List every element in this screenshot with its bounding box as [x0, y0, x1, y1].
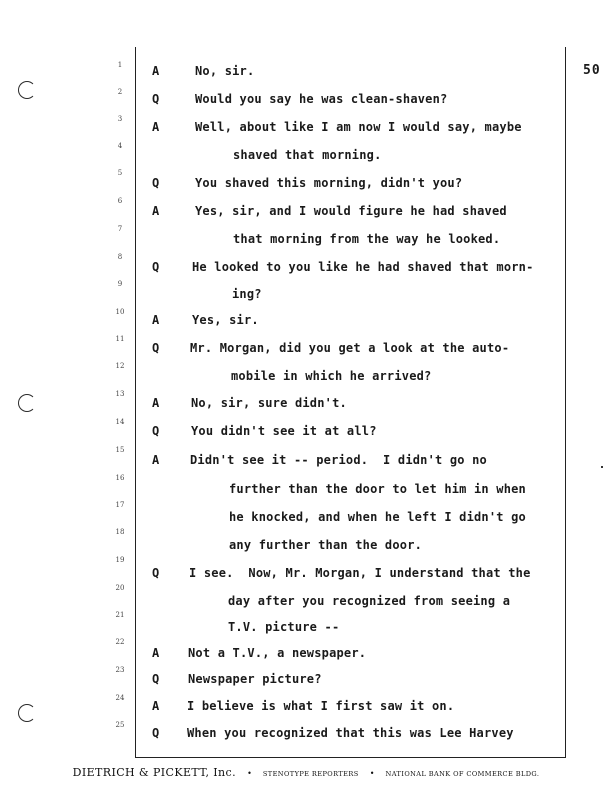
line-number: 4 — [117, 142, 123, 150]
line-number: 18 — [115, 528, 125, 536]
line-number: 21 — [115, 611, 125, 619]
binder-hole-bottom — [18, 704, 36, 722]
transcript-line: You shaved this morning, didn't you? — [195, 176, 463, 190]
transcript-line: Didn't see it -- period. I didn't go no — [190, 453, 487, 467]
line-number: 19 — [115, 556, 125, 564]
line-number: 14 — [115, 418, 125, 426]
line-number: 3 — [117, 115, 123, 123]
transcript-line: When you recognized that this was Lee Harvey — [187, 726, 514, 740]
transcript-line: T.V. picture -- — [228, 620, 340, 634]
transcript-line: any further than the door. — [229, 538, 423, 552]
transcript-line: Would you say he was clean-shaven? — [195, 92, 448, 106]
footer-address: NATIONAL BANK OF COMMERCE BLDG. — [385, 770, 540, 778]
footer-firm-name: DIETRICH & PICKETT, Inc. — [72, 766, 236, 779]
transcript-line: day after you recognized from seeing a — [228, 594, 511, 608]
line-number: 6 — [117, 197, 123, 205]
footer-separator: • — [369, 769, 375, 778]
speaker-label: Q — [152, 260, 160, 274]
speaker-label: A — [152, 120, 160, 134]
transcript-line: Well, about like I am now I would say, maybe — [195, 120, 522, 134]
line-number: 9 — [117, 280, 123, 288]
speaker-label: A — [152, 396, 160, 410]
speaker-label: A — [152, 646, 160, 660]
transcript-line: No, sir, sure didn't. — [191, 396, 347, 410]
line-number: 22 — [115, 638, 125, 646]
speaker-label: Q — [152, 341, 160, 355]
line-number: 25 — [115, 721, 125, 729]
transcript-line: further than the door to let him in when — [229, 482, 526, 496]
page-number: 50 — [583, 63, 601, 78]
line-number: 7 — [117, 225, 123, 233]
transcript-line: Not a T.V., a newspaper. — [188, 646, 367, 660]
speaker-label: A — [152, 453, 160, 467]
line-number: 16 — [115, 474, 125, 482]
binder-hole-middle — [18, 394, 36, 412]
speaker-label: A — [152, 204, 160, 218]
transcript-line: Newspaper picture? — [188, 672, 322, 686]
transcript-line: mobile in which he arrived? — [231, 369, 432, 383]
speaker-label: A — [152, 313, 160, 327]
line-number: 5 — [117, 169, 123, 177]
reporter-footer — [0, 761, 612, 780]
line-number: 8 — [117, 253, 123, 261]
transcript-line: Mr. Morgan, did you get a look at the auto- — [190, 341, 510, 355]
binder-hole-top — [18, 81, 36, 99]
line-number: 20 — [115, 584, 125, 592]
speaker-label: A — [152, 699, 160, 713]
line-number: 2 — [117, 88, 123, 96]
line-number: 23 — [115, 666, 125, 674]
transcript-line: Yes, sir. — [192, 313, 259, 327]
speaker-label: Q — [152, 566, 160, 580]
footer-service: STENOTYPE REPORTERS — [262, 770, 359, 778]
transcript-line: Yes, sir, and I would figure he had shaved — [195, 204, 507, 218]
speaker-label: A — [152, 64, 160, 78]
line-number: 17 — [115, 501, 125, 509]
transcript-line: I see. Now, Mr. Morgan, I understand that the — [189, 566, 531, 580]
speaker-label: Q — [152, 92, 160, 106]
line-number: 12 — [115, 362, 125, 370]
line-number: 1 — [117, 61, 123, 69]
transcript-line: He looked to you like he had shaved that morn- — [192, 260, 534, 274]
transcript-line: that morning from the way he looked. — [233, 232, 501, 246]
line-number: 10 — [115, 308, 125, 316]
transcript-line: ing? — [232, 287, 262, 301]
footer-separator: • — [247, 769, 252, 778]
transcript-line: he knocked, and when he left I didn't go — [229, 510, 526, 524]
line-number: 15 — [115, 446, 125, 454]
transcript-line: I believe is what I first saw it on. — [187, 699, 455, 713]
transcript-line: You didn't see it at all? — [191, 424, 377, 438]
margin-mark — [601, 466, 603, 468]
line-number: 13 — [115, 390, 125, 398]
speaker-label: Q — [152, 672, 160, 686]
line-number: 24 — [115, 694, 125, 702]
transcript-line: shaved that morning. — [233, 148, 382, 162]
line-number: 11 — [115, 335, 125, 343]
speaker-label: Q — [152, 726, 160, 740]
transcript-line: No, sir. — [195, 64, 255, 78]
speaker-label: Q — [152, 424, 160, 438]
speaker-label: Q — [152, 176, 160, 190]
